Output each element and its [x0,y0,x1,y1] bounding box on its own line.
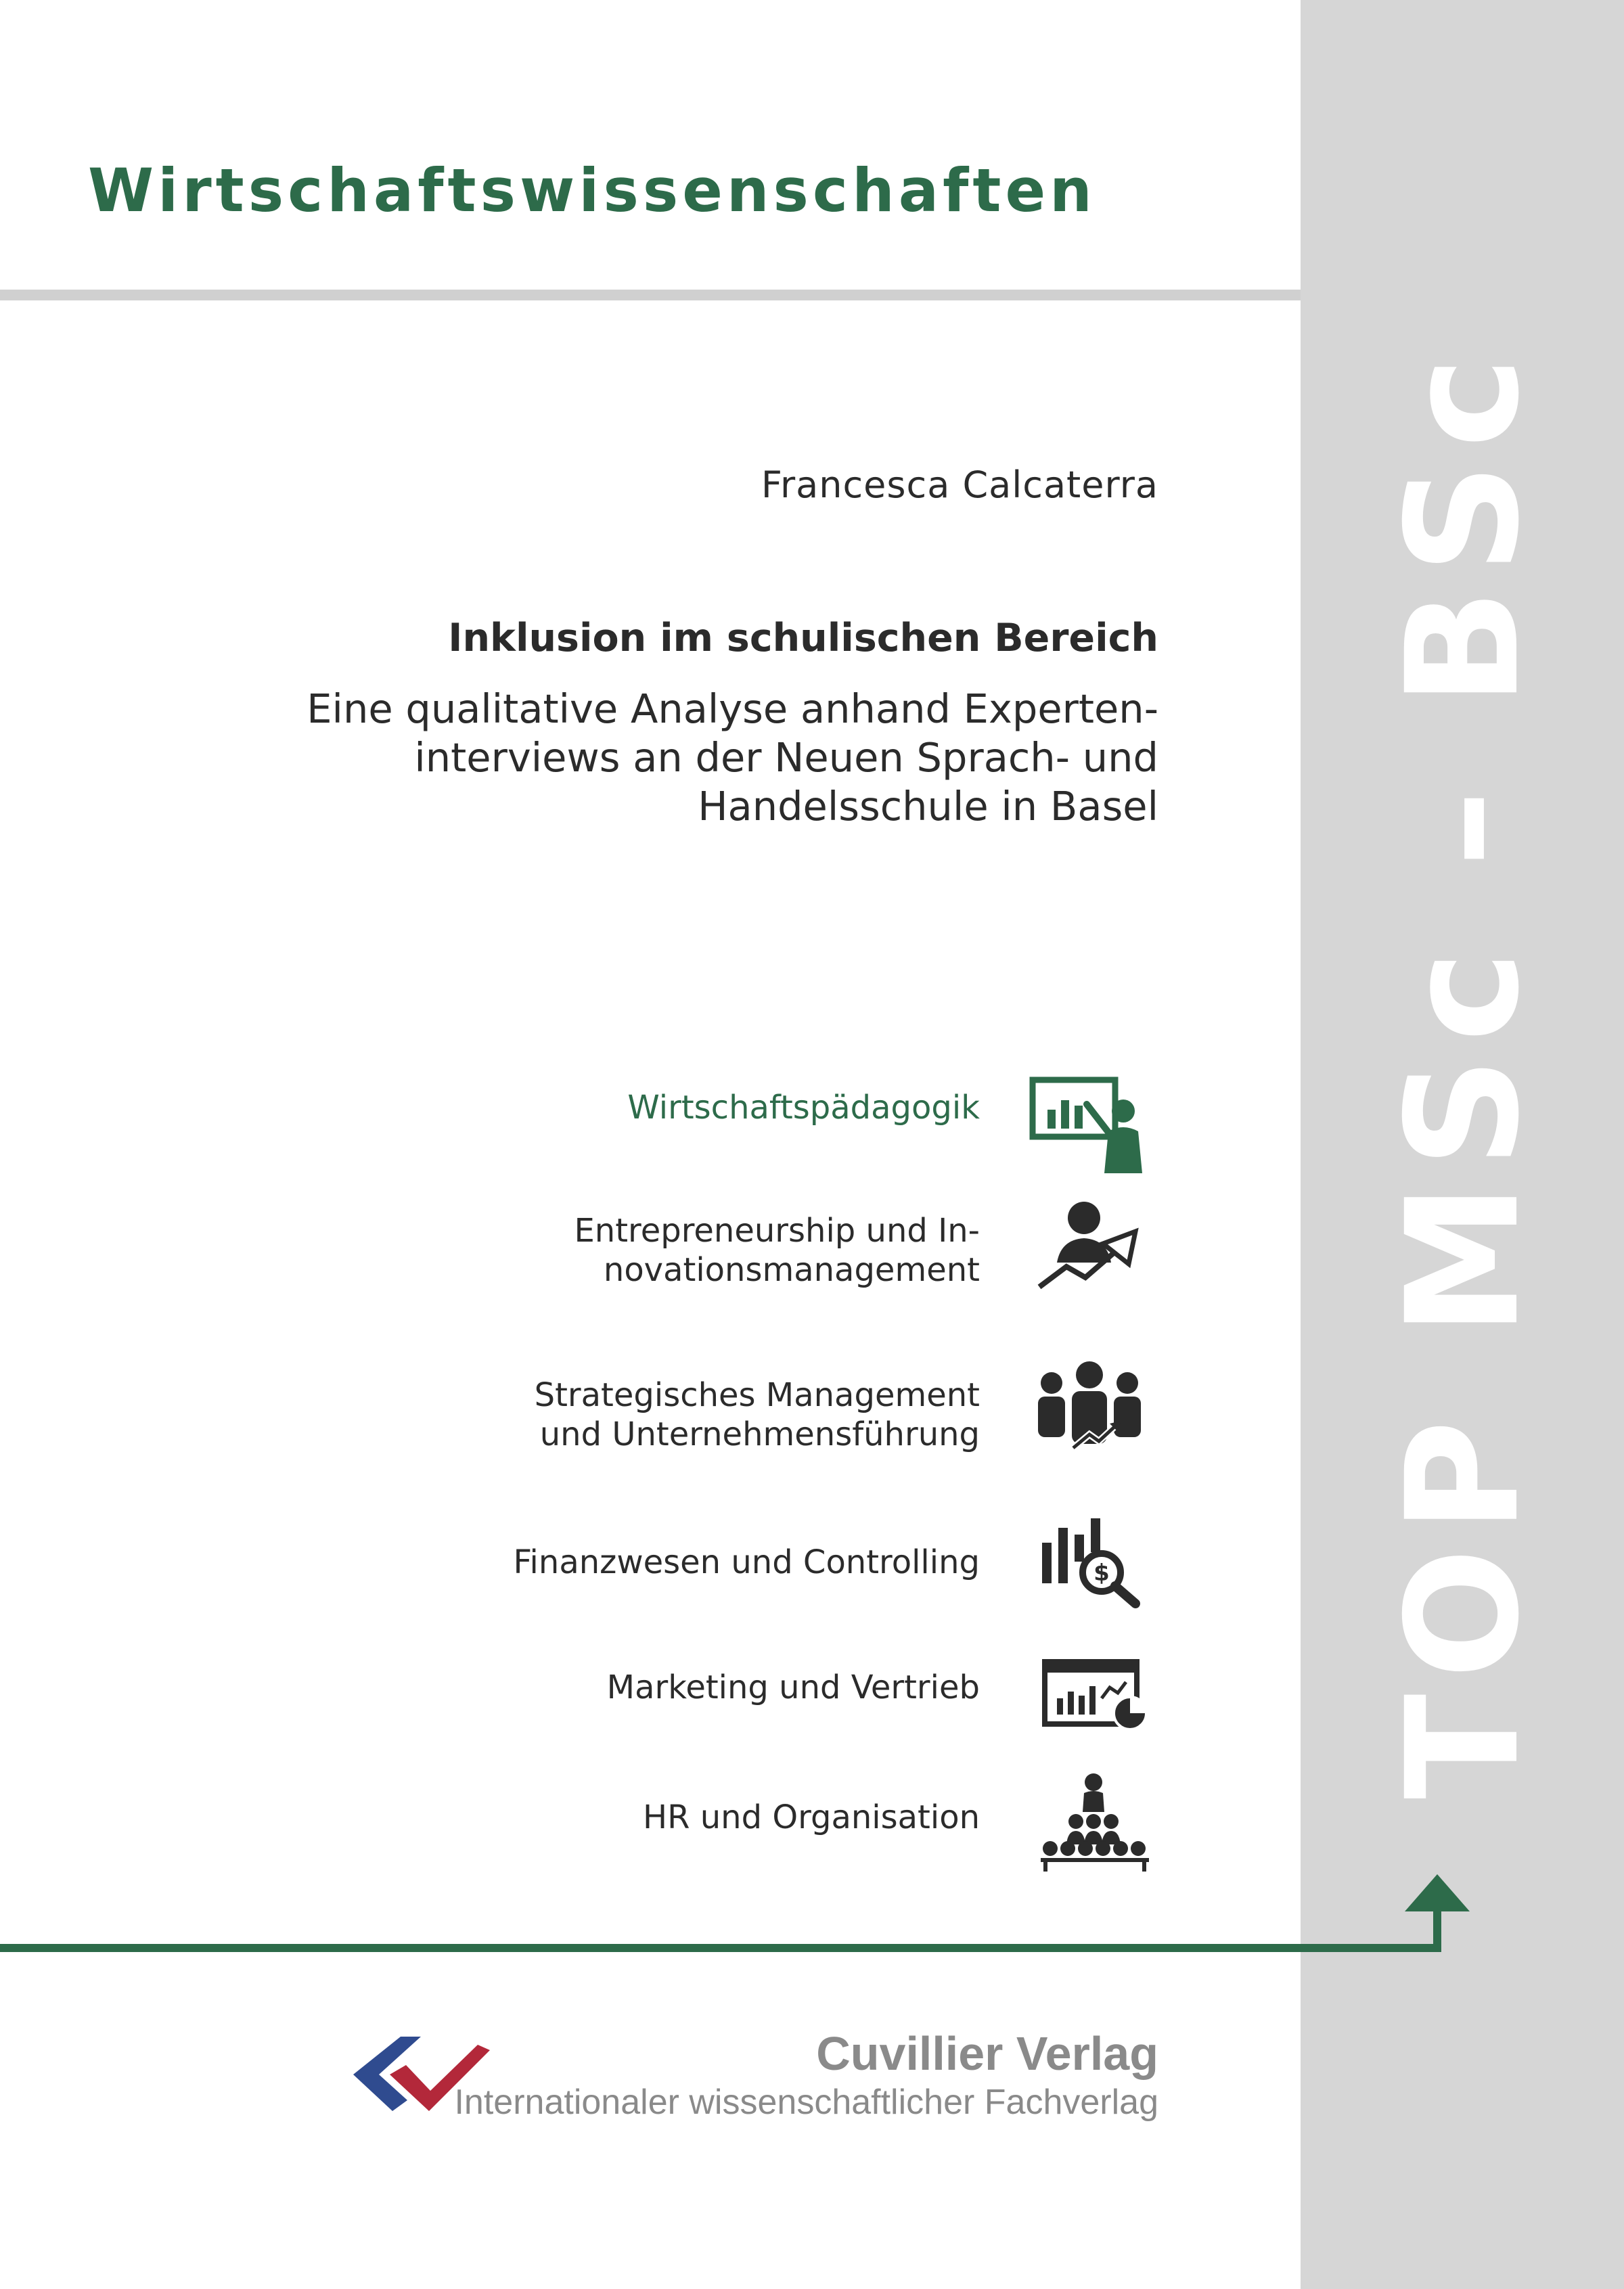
publisher-tagline: Internationaler wissenschaftlicher Fachverlag [454,2083,1158,2122]
topic-entrepreneurship [574,1211,980,1290]
series-heading: Wirtschaftswissenschaften [88,156,1096,225]
author-name: Francesca Calcaterra [761,463,1158,506]
topic-wirtschaftspaedagogik [627,1088,980,1127]
publisher-block [454,2026,1158,2123]
topic-label: Marketing und Vertrieb [606,1669,980,1706]
accent-arrow-up-icon [1405,1874,1470,1911]
topic-label: novationsmanagement [603,1251,980,1289]
topic-label: Entrepreneurship und In- [574,1212,980,1250]
topic-label: Strategisches Management [534,1376,980,1414]
topic-label: HR und Organisation [643,1798,980,1836]
book-title: Inklusion im schulischen Bereich [448,616,1158,660]
topic-finanzwesen [513,1543,980,1582]
entrepreneur-growth-icon [1034,1198,1156,1299]
topic-marketing [607,1668,980,1707]
hr-organisation-icon [1037,1771,1158,1873]
sidebar-series-title [1373,342,1553,1830]
subtitle-line: Handelsschule in Basel [698,783,1158,830]
team-management-icon [1029,1360,1150,1461]
presentation-teacher-icon [1029,1074,1150,1176]
topic-hr-organisation [643,1798,980,1837]
topic-label: Finanzwesen und Controlling [513,1543,980,1581]
finance-analysis-icon [1034,1509,1156,1610]
subtitle-line: interviews an der Neuen Sprach- und [414,734,1158,781]
book-subtitle [76,685,1158,831]
marketing-dashboard-icon [1039,1656,1161,1758]
topic-label: Wirtschaftspädagogik [627,1089,980,1127]
sidebar-series-title-text: TOP MSc – BSc [1373,342,1553,1799]
topic-strategisches-management [535,1376,980,1454]
header-divider [0,290,1301,300]
publisher-name: Cuvillier Verlag [816,2027,1158,2080]
svg-text:$: $ [1093,1560,1110,1587]
accent-arrow-shaft [1433,1905,1441,1952]
topic-label: und Unternehmensführung [539,1415,980,1453]
accent-line [0,1944,1441,1952]
subtitle-line: Eine qualitative Analyse anhand Experten- [307,685,1158,732]
